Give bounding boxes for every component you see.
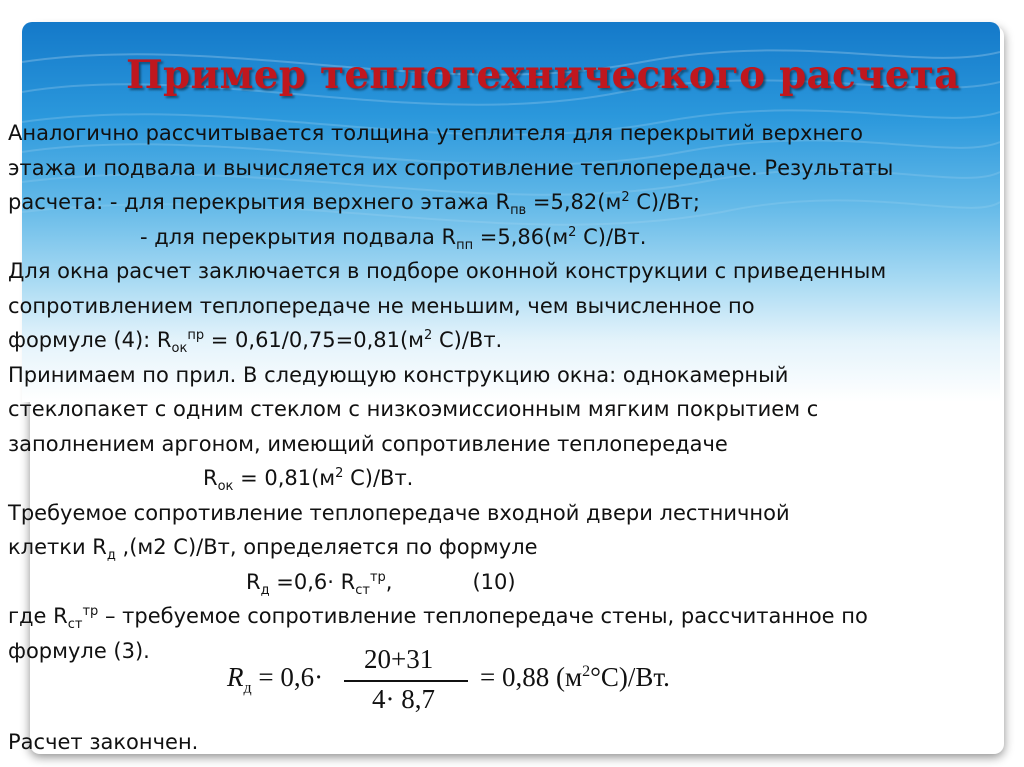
text-line: Для окна расчет заключается в подборе оконной конструкции с приведенным bbox=[8, 259, 887, 283]
text-line: заполнением аргоном, имеющий сопротивление теплопередаче bbox=[8, 431, 728, 456]
formula-result: = 0,88 $(м^2^\circ С)/Вт$. bbox=[480, 662, 670, 692]
formula-lhs: $R_д = 0,6\cdot$ bbox=[227, 662, 324, 697]
text-line: Аналогично рассчитывается толщина утеплителя для перекрытий верхнего bbox=[8, 121, 863, 145]
body-text bbox=[8, 116, 893, 668]
text-line: сопротивлением теплопередаче не меньшим, чем вычисленное по bbox=[8, 293, 755, 318]
conclusion-text: Расчет закончен. bbox=[8, 730, 199, 754]
page-title: Пример теплотехнического расчета bbox=[126, 52, 960, 98]
text-line: Требуемое сопротивление теплопередаче входной двери лестничной bbox=[8, 500, 790, 525]
formula-denominator: 4· 8,7 bbox=[372, 684, 435, 714]
text-line: - для перекрытия подвала $R_{пп} =5,86(м^2$ С)/Вт. bbox=[140, 224, 647, 253]
text-line: расчета: - для перекрытия верхнего этажа $R_{пв} =5,82(м^2$ С)/Вт; bbox=[8, 190, 700, 219]
text-line: формуле (4): $R_{ок}^{пр} = 0,61/0,75=0,81(м^2$ С)/Вт. bbox=[8, 328, 503, 357]
text-line: $R_д =0,6\cdot R_{ст}^{тр}$, (10) bbox=[246, 569, 516, 598]
formula-numerator: 20+31 bbox=[364, 644, 434, 674]
text-line: клетки $R_д$ ,(м2 С)/Вт, определяется по формуле bbox=[8, 535, 538, 564]
text-line: $R_{ок} = 0,81(м^2$ С)/Вт. bbox=[203, 466, 414, 495]
text-line: где $R_{ст}^{тр}$ – требуемое сопротивление теплопередаче стены, рассчитанное по bbox=[8, 604, 868, 633]
formula-number: (10) bbox=[472, 569, 516, 594]
text-line: формуле (3). bbox=[8, 638, 150, 663]
text-line: этажа и подвала и вычисляется их сопротивление теплопередаче. Результаты bbox=[8, 155, 894, 180]
text-line: стеклопакет с одним стеклом с низкоэмиссионным мягким покрытием с bbox=[8, 397, 819, 421]
fraction-bar bbox=[344, 680, 468, 682]
text-line: Принимаем по прил. В следующую конструкцию окна: однокамерный bbox=[8, 362, 789, 387]
